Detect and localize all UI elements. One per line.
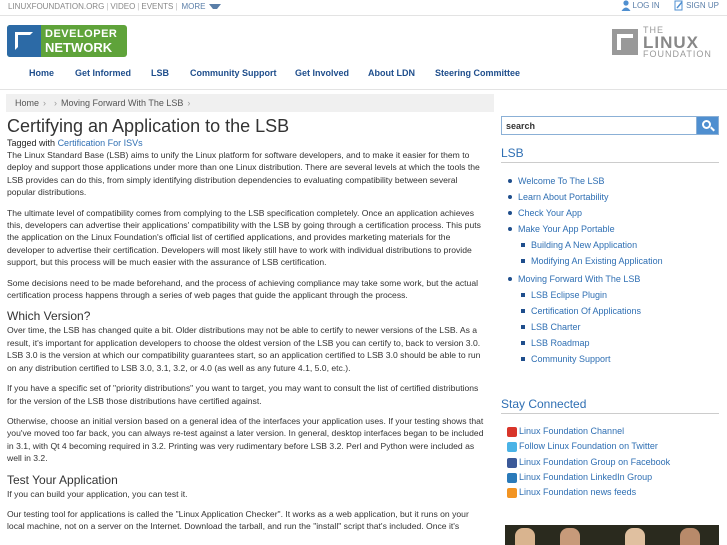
nav-item-home[interactable]: Home (29, 68, 55, 78)
lsb-heading: LSB (501, 146, 719, 163)
breadcrumb-separator: › (43, 98, 47, 108)
video-thumbnails[interactable] (505, 525, 719, 545)
social-link-label: Linux Foundation Group on Facebook (519, 456, 671, 467)
nav-item-get-involved[interactable]: Get Involved (295, 68, 350, 78)
events-link[interactable]: EVENTS (141, 2, 174, 11)
main-nav (0, 64, 727, 86)
top-utility-bar (0, 0, 727, 16)
sidebar-item[interactable]: Certification Of Applications (501, 303, 719, 319)
thumbnail-person (560, 528, 580, 545)
article (7, 116, 487, 541)
sidebar (501, 116, 719, 498)
linux-foundation-logo[interactable] (612, 25, 717, 59)
logo-line1: DEVELOPER (45, 28, 118, 40)
article-paragraph: The ultimate level of compatibility comes from complying to the LSB specification completely. Once an application achieves this, developers can advertise their applications' compatibility with the LSB by going through a certification process. This puts the application on the Linux Foundation's official list of certified applications, and provides marketing materials for the developer to advertise their certification. Developers will most likely still have to work with individual distributions to provide support, but this process will be much easier with the assurance of LSB certification. (7, 207, 481, 268)
tag-line (7, 138, 487, 148)
thumbnail-person (515, 528, 535, 545)
login-link[interactable] (621, 1, 662, 10)
social-link[interactable] (501, 439, 719, 454)
pencil-icon (674, 0, 684, 11)
article-paragraph: The Linux Standard Base (LSB) aims to unify the Linux platform for software developers, and to make it easier for them to deploy and support those applications under more than one Linux distribution. There are several levels at which the tools the LSB provides can do this, from simply identifying distribution dependencies to evaluating compatibility between several popular distributions. (7, 150, 480, 198)
logo-line2: NETWORK (45, 40, 113, 55)
sidebar-item[interactable]: Modifying An Existing Application (501, 253, 719, 269)
social-link[interactable] (501, 424, 719, 439)
sidebar-item[interactable]: Welcome To The LSB (501, 173, 719, 189)
social-link[interactable] (501, 470, 719, 485)
thumbnail-person (680, 528, 700, 545)
social-link[interactable] (501, 455, 719, 470)
user-actions (621, 0, 720, 11)
linkedin-icon (507, 473, 517, 483)
tagged-prefix: Tagged with (7, 138, 56, 148)
article-paragraph: Otherwise, choose an initial version based on a general idea of the interfaces your application uses. If your testing shows that you've moved too far back, you can always re-test against a later version. In general, desktop interfaces began to be included in 3.1, with Qt 4 becoming required in 3.2. Printing was very rudimentary before LSB 3.2. Perl and Python were included as well in 3.2. (7, 415, 484, 464)
nav-item-community-support[interactable]: Community Support (190, 68, 277, 78)
section-heading-test: Test Your Application (7, 472, 118, 487)
lf-logo-line2: LINUX (643, 33, 699, 52)
video-link[interactable]: VIDEO (110, 2, 136, 11)
signup-label: SIGN UP (686, 0, 719, 10)
sidebar-item[interactable]: Learn About Portability (501, 189, 719, 205)
sidebar-item[interactable]: Check Your App (501, 205, 719, 221)
social-link-label: Follow Linux Foundation on Twitter (519, 441, 658, 452)
search-input[interactable] (506, 119, 696, 133)
article-paragraph: If you can build your application, you can test it. (7, 488, 188, 499)
sidebar-item[interactable]: Community Support (501, 351, 719, 367)
article-paragraph: Our testing tool for applications is called the "Linux Application Checker". It works as a web application, but it runs on your local machine, not on a server on the Internet. Download the tarball, and run the "install" script that's included. Once it's (7, 508, 469, 532)
search-box (501, 116, 719, 135)
chevron-down-icon (209, 4, 221, 9)
user-icon (621, 0, 631, 11)
lf-logo-line1: THE (643, 25, 664, 35)
lsb-section (501, 146, 719, 367)
search-button[interactable] (696, 117, 718, 134)
login-label: LOG IN (632, 0, 660, 10)
social-link-label: Linux Foundation Channel (519, 426, 625, 436)
nav-item-lsb[interactable]: LSB (151, 68, 169, 78)
breadcrumb-separator: › (54, 98, 58, 108)
thumbnail-person (625, 528, 645, 545)
separator: | (137, 2, 140, 11)
page-title: Certifying an Application to the LSB (7, 116, 290, 136)
lf-logo-mark-inner (621, 38, 633, 50)
nav-divider (0, 89, 727, 90)
linuxfoundation-link[interactable]: LINUXFOUNDATION.ORG (8, 2, 105, 11)
separator: | (106, 2, 109, 11)
article-paragraph: Some decisions need to be made beforehand, and the process of achieving compliance may take some work, but the actual certification process happens through a series of web pages that guide the applicant through the process. (7, 277, 479, 301)
breadcrumb-separator: › (187, 98, 191, 108)
developer-network-logo[interactable] (7, 25, 127, 57)
nav-item-get-informed[interactable]: Get Informed (75, 68, 132, 78)
breadcrumb (6, 94, 494, 112)
article-paragraph: If you have a specific set of "priority distributions" you want to target, you may want to consult the list of certified distributions for the version of the LSB those distributions have certified against. (7, 383, 479, 406)
nav-item-about-ldn[interactable]: About LDN (368, 68, 415, 78)
sidebar-item[interactable]: LSB Charter (501, 319, 719, 335)
nav-item-steering-committee[interactable]: Steering Committee (435, 68, 521, 78)
sidebar-item[interactable]: Moving Forward With The LSB (501, 271, 719, 287)
sidebar-item[interactable]: Building A New Application (501, 237, 719, 253)
sidebar-item[interactable]: Make Your App Portable (501, 221, 719, 237)
section-heading-version: Which Version? (7, 309, 91, 324)
logo-mark-inner (15, 32, 33, 50)
sidebar-item[interactable]: LSB Roadmap (501, 335, 719, 351)
article-paragraph: Over time, the LSB has changed quite a bit. Older distributions may not be able to certify to newer versions of the LSB. As a result, it's important for application developers to choose the oldest version of the LSB you can certify to, back to version 3.0. LSB 3.0 is the version at which our compatibility guarantees start, so an application certified to LSB 3.0 should be able to run on any distribution certified to LSB 3.0, 3.1, 3.2, or 4.0 (as well as any future 4.1, 5.0, etc.). (7, 325, 481, 373)
social-link-label: Linux Foundation LinkedIn Group (519, 471, 653, 482)
facebook-icon (507, 458, 517, 468)
social-link[interactable] (501, 485, 719, 500)
signup-link[interactable] (674, 1, 719, 10)
sidebar-item[interactable]: LSB Eclipse Plugin (501, 287, 719, 303)
more-menu[interactable] (177, 2, 223, 11)
breadcrumb-current[interactable]: Moving Forward With The LSB (61, 98, 184, 108)
youtube-icon (507, 427, 517, 437)
lsb-menu (501, 173, 719, 367)
social-links (501, 424, 719, 500)
social-link-label: Linux Foundation news feeds (519, 487, 637, 498)
breadcrumb-home[interactable]: Home (15, 98, 40, 108)
top-links (6, 2, 223, 11)
twitter-icon (507, 442, 517, 452)
lf-logo-line3: FOUNDATION (643, 49, 712, 59)
stay-connected-heading: Stay Connected (501, 397, 719, 414)
tag-link[interactable]: Certification For ISVs (57, 138, 143, 148)
more-label: MORE (181, 2, 206, 11)
stay-connected-section (501, 397, 719, 500)
rss-icon (507, 488, 517, 498)
separator: | (175, 2, 178, 11)
